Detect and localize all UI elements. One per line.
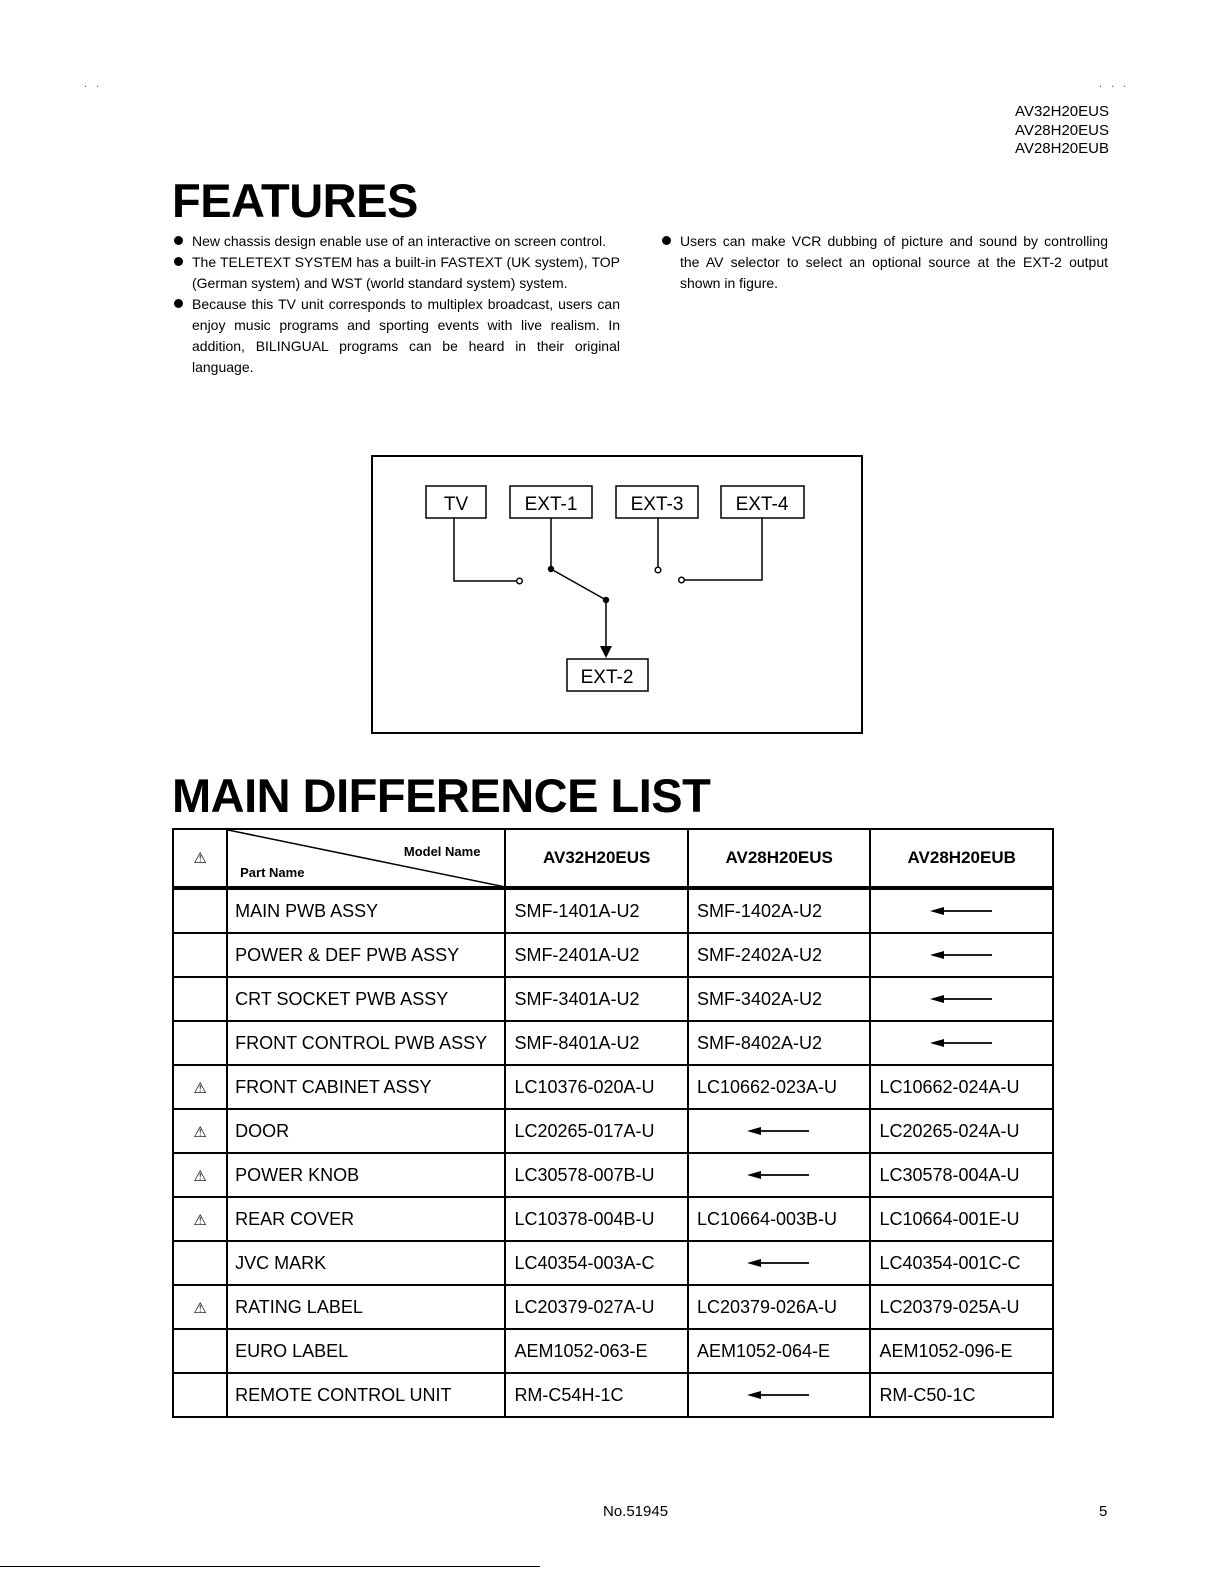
table-row xyxy=(173,1329,1053,1373)
left-arrow-icon xyxy=(747,1169,811,1181)
part-number-cell: LC10664-003B-U xyxy=(688,1197,871,1241)
part-number-cell: LC20379-027A-U xyxy=(505,1285,688,1329)
warning-triangle-icon: ⚠ xyxy=(193,1299,207,1317)
part-number-cell: SMF-8401A-U2 xyxy=(505,1021,688,1065)
source-label: EXT-4 xyxy=(735,494,789,515)
difference-table xyxy=(172,828,1054,1418)
part-number-cell: RM-C54H-1C xyxy=(505,1373,688,1417)
part-number-cell: SMF-3402A-U2 xyxy=(688,977,871,1021)
part-number-cell: SMF-1401A-U2 xyxy=(505,888,688,933)
table-row xyxy=(173,1285,1053,1329)
model-name: AV28H20EUS xyxy=(1015,121,1109,139)
left-arrow-icon xyxy=(747,1257,811,1269)
warning-cell xyxy=(173,977,227,1021)
same-as-left-cell xyxy=(870,1021,1053,1065)
part-name-cell: JVC MARK xyxy=(227,1241,505,1285)
document-number: No.51945 xyxy=(603,1503,669,1520)
warning-triangle-icon: ⚠ xyxy=(193,1123,207,1141)
left-arrow-icon xyxy=(930,949,994,961)
column-header: AV32H20EUS xyxy=(505,829,688,888)
av-selector-diagram xyxy=(0,0,1220,760)
part-name-cell: FRONT CABINET ASSY xyxy=(227,1065,505,1109)
part-number-cell: SMF-1402A-U2 xyxy=(688,888,871,933)
table-row xyxy=(173,1153,1053,1197)
difference-list-title: MAIN DIFFERENCE LIST xyxy=(172,769,711,822)
warning-cell xyxy=(173,1065,227,1109)
feature-item: New chassis design enable use of an interactive on screen control. xyxy=(172,231,620,252)
same-as-left-cell xyxy=(688,1373,871,1417)
table-row xyxy=(173,888,1053,933)
page-number: 5 xyxy=(1099,1503,1108,1520)
warning-cell xyxy=(173,1329,227,1373)
model-name: AV32H20EUS xyxy=(1015,103,1109,120)
output-box-ext2 xyxy=(567,659,648,691)
feature-item: Because this TV unit corresponds to multiplex broadcast, users can enjoy music programs and sporting events with live realism. In addition, BILINGUAL programs can be heard in their original language. xyxy=(172,294,620,378)
left-arrow-icon xyxy=(930,993,994,1005)
corner-mark-right: . . . xyxy=(1099,78,1130,90)
warning-cell xyxy=(173,1197,227,1241)
warning-cell xyxy=(173,1285,227,1329)
warning-cell xyxy=(173,933,227,977)
table-body xyxy=(173,888,1053,1417)
corner-mark-left: . . xyxy=(84,78,103,90)
warning-triangle-icon: ⚠ xyxy=(193,850,207,867)
part-number-cell: LC20379-025A-U xyxy=(870,1285,1053,1329)
part-number-cell: SMF-2401A-U2 xyxy=(505,933,688,977)
same-as-left-cell xyxy=(688,1109,871,1153)
part-name-cell: FRONT CONTROL PWB ASSY xyxy=(227,1021,505,1065)
table-row xyxy=(173,977,1053,1021)
source-label: EXT-3 xyxy=(630,494,684,515)
part-number-cell: AEM1052-096-E xyxy=(870,1329,1053,1373)
part-number-cell: LC30578-007B-U xyxy=(505,1153,688,1197)
table-row xyxy=(173,1065,1053,1109)
left-arrow-icon xyxy=(930,1037,994,1049)
warning-cell xyxy=(173,1021,227,1065)
output-label: EXT-2 xyxy=(580,667,634,688)
table-row xyxy=(173,1373,1053,1417)
left-arrow-icon xyxy=(930,905,994,917)
source-label: EXT-1 xyxy=(524,494,578,515)
feature-item: The TELETEXT SYSTEM has a built-in FASTEXT (UK system), TOP (German system) and WST (world standard system) system. xyxy=(172,252,620,294)
table-row xyxy=(173,1241,1053,1285)
source-box-ext3 xyxy=(616,486,698,518)
part-name-cell: REAR COVER xyxy=(227,1197,505,1241)
part-name-cell: MAIN PWB ASSY xyxy=(227,888,505,933)
part-number-cell: SMF-3401A-U2 xyxy=(505,977,688,1021)
source-box-ext4 xyxy=(721,486,804,518)
warning-cell xyxy=(173,888,227,933)
warning-cell xyxy=(173,1153,227,1197)
column-header: AV28H20EUB xyxy=(870,829,1053,888)
part-number-cell: LC40354-001C-C xyxy=(870,1241,1053,1285)
diagonal-divider xyxy=(228,830,510,890)
table-row xyxy=(173,1021,1053,1065)
same-as-left-cell xyxy=(688,1153,871,1197)
part-number-cell: LC20265-024A-U xyxy=(870,1109,1053,1153)
part-number-cell: AEM1052-064-E xyxy=(688,1329,871,1373)
left-arrow-icon xyxy=(747,1125,811,1137)
warning-cell xyxy=(173,1109,227,1153)
part-name-label: Part Name xyxy=(240,865,305,880)
model-name-label: Model Name xyxy=(403,844,481,859)
part-number-cell: LC40354-003A-C xyxy=(505,1241,688,1285)
part-number-cell: LC10664-001E-U xyxy=(870,1197,1053,1241)
feature-item: Users can make VCR dubbing of picture and sound by controlling the AV selector to select an optional source at the EXT-2 output shown in figure. xyxy=(660,231,1108,294)
part-number-cell: LC30578-004A-U xyxy=(870,1153,1053,1197)
part-name-cell: POWER & DEF PWB ASSY xyxy=(227,933,505,977)
switch-wiring xyxy=(454,518,762,648)
same-as-left-cell xyxy=(870,977,1053,1021)
features-title: FEATURES xyxy=(172,174,418,227)
source-box-tv xyxy=(426,486,486,518)
warning-triangle-icon: ⚠ xyxy=(193,1079,207,1097)
same-as-left-cell xyxy=(688,1241,871,1285)
warning-triangle-icon: ⚠ xyxy=(193,1167,207,1185)
table-row xyxy=(173,1197,1053,1241)
corner-header-cell xyxy=(227,829,505,888)
warning-triangle-icon: ⚠ xyxy=(193,1211,207,1229)
part-number-cell: RM-C50-1C xyxy=(870,1373,1053,1417)
part-name-cell: RATING LABEL xyxy=(227,1285,505,1329)
part-number-cell: SMF-8402A-U2 xyxy=(688,1021,871,1065)
left-arrow-icon xyxy=(747,1389,811,1401)
part-name-cell: EURO LABEL xyxy=(227,1329,505,1373)
column-header: AV28H20EUS xyxy=(688,829,871,888)
source-box-ext1 xyxy=(510,486,592,518)
warning-cell xyxy=(173,1373,227,1417)
model-name: AV28H20EUB xyxy=(1015,140,1109,157)
part-number-cell: SMF-2402A-U2 xyxy=(688,933,871,977)
table-row xyxy=(173,933,1053,977)
part-number-cell: LC20265-017A-U xyxy=(505,1109,688,1153)
part-number-cell: LC10662-024A-U xyxy=(870,1065,1053,1109)
part-number-cell: LC20379-026A-U xyxy=(688,1285,871,1329)
warning-cell xyxy=(173,1241,227,1285)
part-number-cell: LC10662-023A-U xyxy=(688,1065,871,1109)
table-header-row xyxy=(173,829,1053,888)
source-label: TV xyxy=(443,494,469,515)
warning-header-cell xyxy=(173,829,227,888)
part-number-cell: LC10376-020A-U xyxy=(505,1065,688,1109)
part-name-cell: REMOTE CONTROL UNIT xyxy=(227,1373,505,1417)
part-name-cell: CRT SOCKET PWB ASSY xyxy=(227,977,505,1021)
output-arrowhead xyxy=(600,646,612,658)
same-as-left-cell xyxy=(870,888,1053,933)
part-number-cell: LC10378-004B-U xyxy=(505,1197,688,1241)
same-as-left-cell xyxy=(870,933,1053,977)
table-row xyxy=(173,1109,1053,1153)
part-name-cell: POWER KNOB xyxy=(227,1153,505,1197)
part-number-cell: AEM1052-063-E xyxy=(505,1329,688,1373)
part-name-cell: DOOR xyxy=(227,1109,505,1153)
bottom-rule xyxy=(0,1566,540,1567)
